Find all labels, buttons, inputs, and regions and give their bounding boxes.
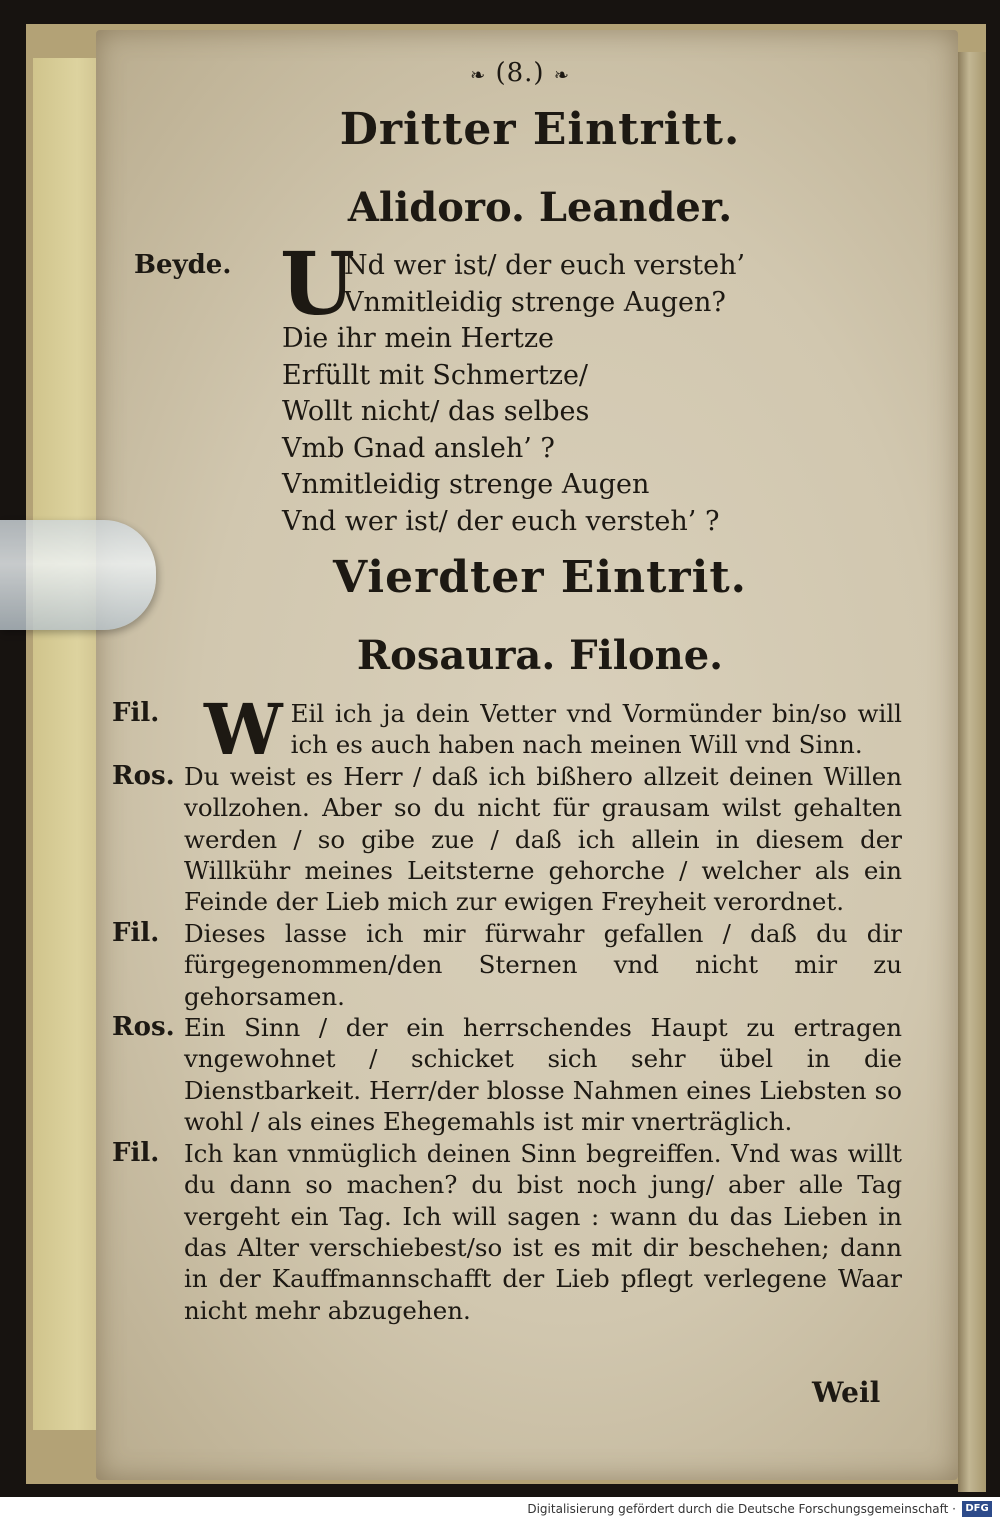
verse-line: Erfüllt mit Schmertze/: [282, 359, 589, 391]
speaker-label: Ros.: [112, 760, 175, 791]
dialog-entry: [112, 918, 902, 1012]
dialog-text-body: Eil ich ja dein Vetter vnd Vormünder bin/so will ich es auch haben nach meinen Will vnd Sinn.: [290, 699, 902, 760]
drop-cap: W: [204, 688, 283, 771]
scene-persons: Alidoro. Leander.: [347, 184, 733, 231]
footer-bar: [0, 1497, 1000, 1522]
page-number: (8.): [495, 58, 545, 88]
dialog-entry: [112, 1138, 902, 1326]
scene-persons: Rosaura. Filone.: [356, 632, 724, 679]
verse-line: Nd wer ist/ der euch versteh’: [344, 250, 746, 281]
page-stack-edge: [958, 52, 986, 1492]
verse-line: Vnmitleidig strenge Augen: [282, 469, 650, 500]
speaker-label: Fil.: [112, 698, 160, 728]
ornament-left-icon: ❧: [470, 65, 487, 86]
scene-heading: Dritter Eintritt.: [339, 104, 741, 155]
dfg-logo-icon: DFG: [962, 1501, 992, 1517]
dialog-entry: [112, 1012, 902, 1138]
catchword: Weil: [812, 1376, 881, 1409]
drop-cap: U: [280, 234, 355, 335]
verse-line: Vnmitleidig strenge Augen?: [344, 286, 726, 318]
dialog-entry: [112, 761, 902, 918]
dialog-text: Dieses lasse ich mir fürwahr gefallen / daß du dir fürgegenommen/den Sternen vnd nicht mir zu gehorsamen.: [184, 918, 902, 1011]
verse-line: Wollt nicht/ das selbes: [282, 396, 590, 427]
dialog-text: Ich kan vnmüglich deinen Sinn begreiffen. Vnd was willt du dann so machen? du bist noch jung/ aber alle Tag vergeht ein Tag. Ich will sagen : wann du das Lieben in das Alter verschiebest/so ist es mit dir beschehen; dann in der Kauffmannschafft der Lieb pflegt verlegene Waar nicht mehr abzugehen.: [184, 1138, 902, 1325]
scene-heading: Vierdter Eintrit.: [333, 552, 747, 603]
speaker-label: Fil.: [112, 917, 160, 948]
dialog-text: Du weist es Herr / daß ich bißhero allzeit deinen Willen vollzohen. Aber so du nicht für grausam wilst gehalten werden / so gibe zue / daß ich allein in diesem der Willkühr meines Leitsterne gehorche / welcher als ein Feinde der Lieb mich zur ewigen Freyheit verordnet.: [184, 761, 902, 917]
ornament-right-icon: ❧: [553, 65, 570, 86]
speaker-label: Fil.: [112, 1137, 160, 1168]
speaker-label: Beyde.: [134, 250, 232, 280]
page-header: [400, 58, 640, 88]
dialog-block: [112, 688, 902, 1326]
dialog-entry: [112, 688, 902, 771]
verse-line: Vmb Gnad ansleh’ ?: [282, 432, 555, 464]
page-holder-tab: [0, 520, 156, 630]
dialog-text: [184, 688, 902, 771]
speaker-label: Ros.: [112, 1012, 175, 1043]
footer-credit: Digitalisierung gefördert durch die Deutsche Forschungsgemeinschaft ·: [527, 1502, 956, 1516]
dialog-text: Ein Sinn / der ein herrschendes Haupt zu ertragen vngewohnet / schicket sich sehr übel in die Dienstbarkeit. Herr/der blosse Nahmen eines Liebsten so wohl / als eines Ehegemahls ist mir vnerträglich.: [184, 1013, 902, 1137]
verse-line: Die ihr mein Hertze: [282, 323, 555, 354]
verse-line: Vnd wer ist/ der euch versteh’ ?: [282, 505, 720, 537]
verse-block: [282, 248, 922, 540]
